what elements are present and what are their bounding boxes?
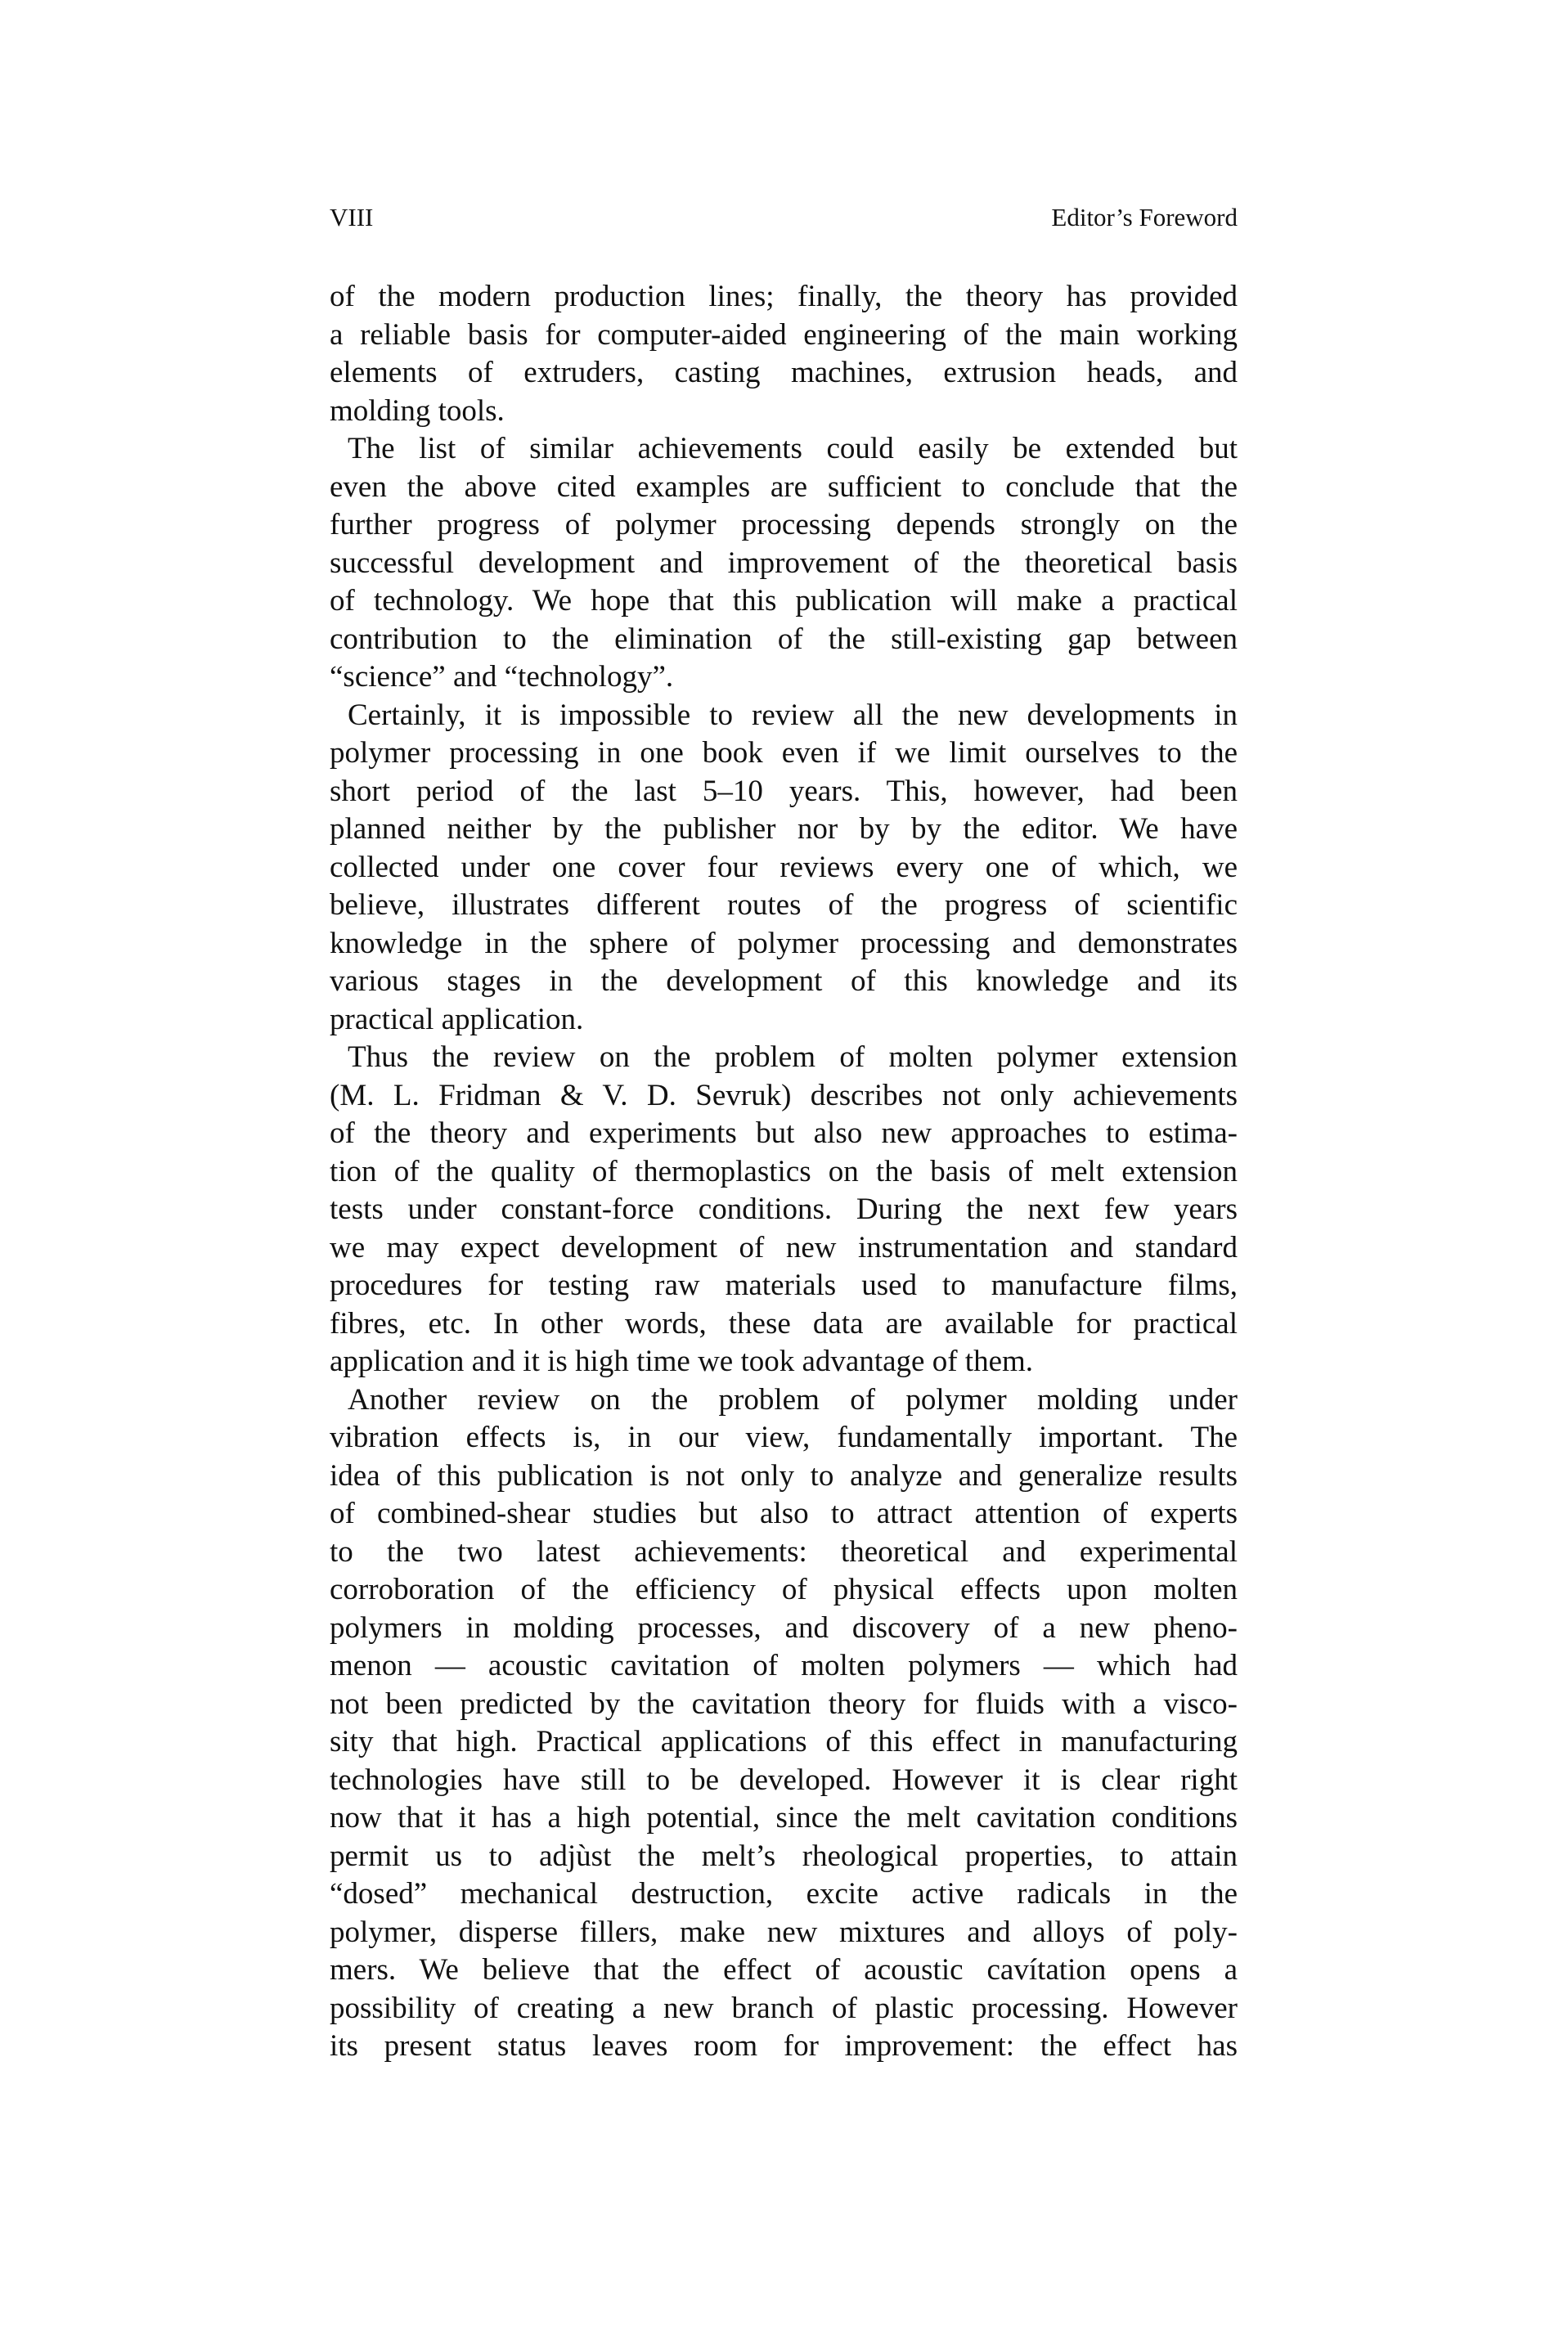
- text-line: vibration effects is, in our view, fundamentally important. The: [330, 1421, 1238, 1454]
- page-number: VIII: [330, 203, 374, 231]
- text-line: “dosed” mechanical destruction, excite active radicals in the: [330, 1877, 1238, 1911]
- paragraph: [330, 278, 1238, 430]
- text-line: of technology. We hope that this publication will make a practical: [330, 584, 1238, 618]
- text-line: even the above cited examples are sufficient to conclude that the: [330, 469, 1238, 504]
- text-line: menon — acoustic cavitation of molten polymers — which had: [330, 1649, 1238, 1682]
- text-line: The list of similar achievements could easily be extended but: [348, 432, 1238, 465]
- text-line: knowledge in the sphere of polymer processing and demonstrates: [330, 926, 1238, 960]
- text-line: of the modern production lines; finally, the theory has provided: [330, 280, 1238, 313]
- text-line: now that it has a high potential, since the melt cavitation conditions: [330, 1801, 1238, 1835]
- section-title: Editor’s Foreword: [1051, 203, 1238, 231]
- text-line: further progress of polymer processing depends strongly on the: [330, 508, 1238, 541]
- text-line: possibility of creating a new branch of plastic processing. However: [330, 1991, 1238, 2025]
- paragraph: [330, 430, 1238, 697]
- text-line: of the theory and experiments but also new approaches to estima-: [330, 1116, 1238, 1150]
- text-line: “science” and “technology”.: [330, 660, 674, 694]
- text-line: Another review on the problem of polymer molding under: [348, 1382, 1238, 1417]
- text-line: polymers in molding processes, and discovery of a new pheno-: [330, 1610, 1238, 1645]
- text-line: successful development and improvement of the theoretical basis: [330, 546, 1238, 580]
- text-line: of combined-shear studies but also to attract attention of experts: [330, 1497, 1238, 1530]
- text-line: various stages in the development of this knowledge and its: [330, 964, 1238, 998]
- text-line: fibres, etc. In other words, these data are available for practical: [330, 1306, 1238, 1341]
- text-line: polymer processing in one book even if we limit ourselves to the: [330, 736, 1238, 770]
- text-line: Thus the review on the problem of molten polymer extension: [348, 1040, 1238, 1074]
- paragraph: [330, 697, 1238, 1040]
- text-line: (M. L. Fridman & V. D. Sevruk) describes not only achievements: [330, 1078, 1238, 1112]
- text-line: tion of the quality of thermoplastics on the basis of melt extension: [330, 1154, 1238, 1188]
- text-line: not been predicted by the cavitation theory for fluids with a visco-: [330, 1686, 1238, 1721]
- text-line: application and it is high time we took advantage of them.: [330, 1345, 1034, 1378]
- text-line: permit us to adjùst the melt’s rheological properties, to attain: [330, 1839, 1238, 1873]
- text-line: technologies have still to be developed. However it is clear right: [330, 1763, 1238, 1797]
- body-text: [330, 278, 1238, 2066]
- text-line: tests under constant-force conditions. During the next few years: [330, 1192, 1238, 1226]
- text-line: a reliable basis for computer-aided engineering of the main working: [330, 317, 1238, 352]
- text-line: mers. We believe that the effect of acoustic cavítation opens a: [330, 1953, 1238, 1987]
- text-line: its present status leaves room for improvement: the effect has: [330, 2029, 1238, 2063]
- running-head: [330, 201, 1238, 234]
- text-line: we may expect development of new instrumentation and standard: [330, 1230, 1238, 1264]
- text-line: procedures for testing raw materials used to manufacture films,: [330, 1269, 1238, 1302]
- text-line: collected under one cover four reviews every one of which, we: [330, 850, 1238, 884]
- text-line: polymer, disperse fillers, make new mixtures and alloys of poly-: [330, 1915, 1238, 1949]
- text-line: practical application.: [330, 1002, 584, 1036]
- text-line: corroboration of the efficiency of physical effects upon molten: [330, 1573, 1238, 1606]
- text-line: contribution to the elimination of the still-existing gap between: [330, 622, 1238, 656]
- text-line: Certainly, it is impossible to review all the new developments in: [348, 698, 1238, 732]
- text-line: planned neither by the publisher nor by by the editor. We have: [330, 812, 1238, 846]
- paragraph: [330, 1381, 1238, 2066]
- text-line: elements of extruders, casting machines, extrusion heads, and: [330, 356, 1238, 389]
- paragraph: [330, 1039, 1238, 1381]
- text-line: short period of the last 5–10 years. This, however, had been: [330, 774, 1238, 808]
- text-line: idea of this publication is not only to analyze and generalize results: [330, 1458, 1238, 1493]
- text-line: to the two latest achievements: theoretical and experimental: [330, 1534, 1238, 1569]
- text-line: believe, illustrates different routes of the progress of scientific: [330, 888, 1238, 922]
- text-line: sity that high. Practical applications of this effect in manufacturing: [330, 1725, 1238, 1758]
- text-line: molding tools.: [330, 393, 505, 428]
